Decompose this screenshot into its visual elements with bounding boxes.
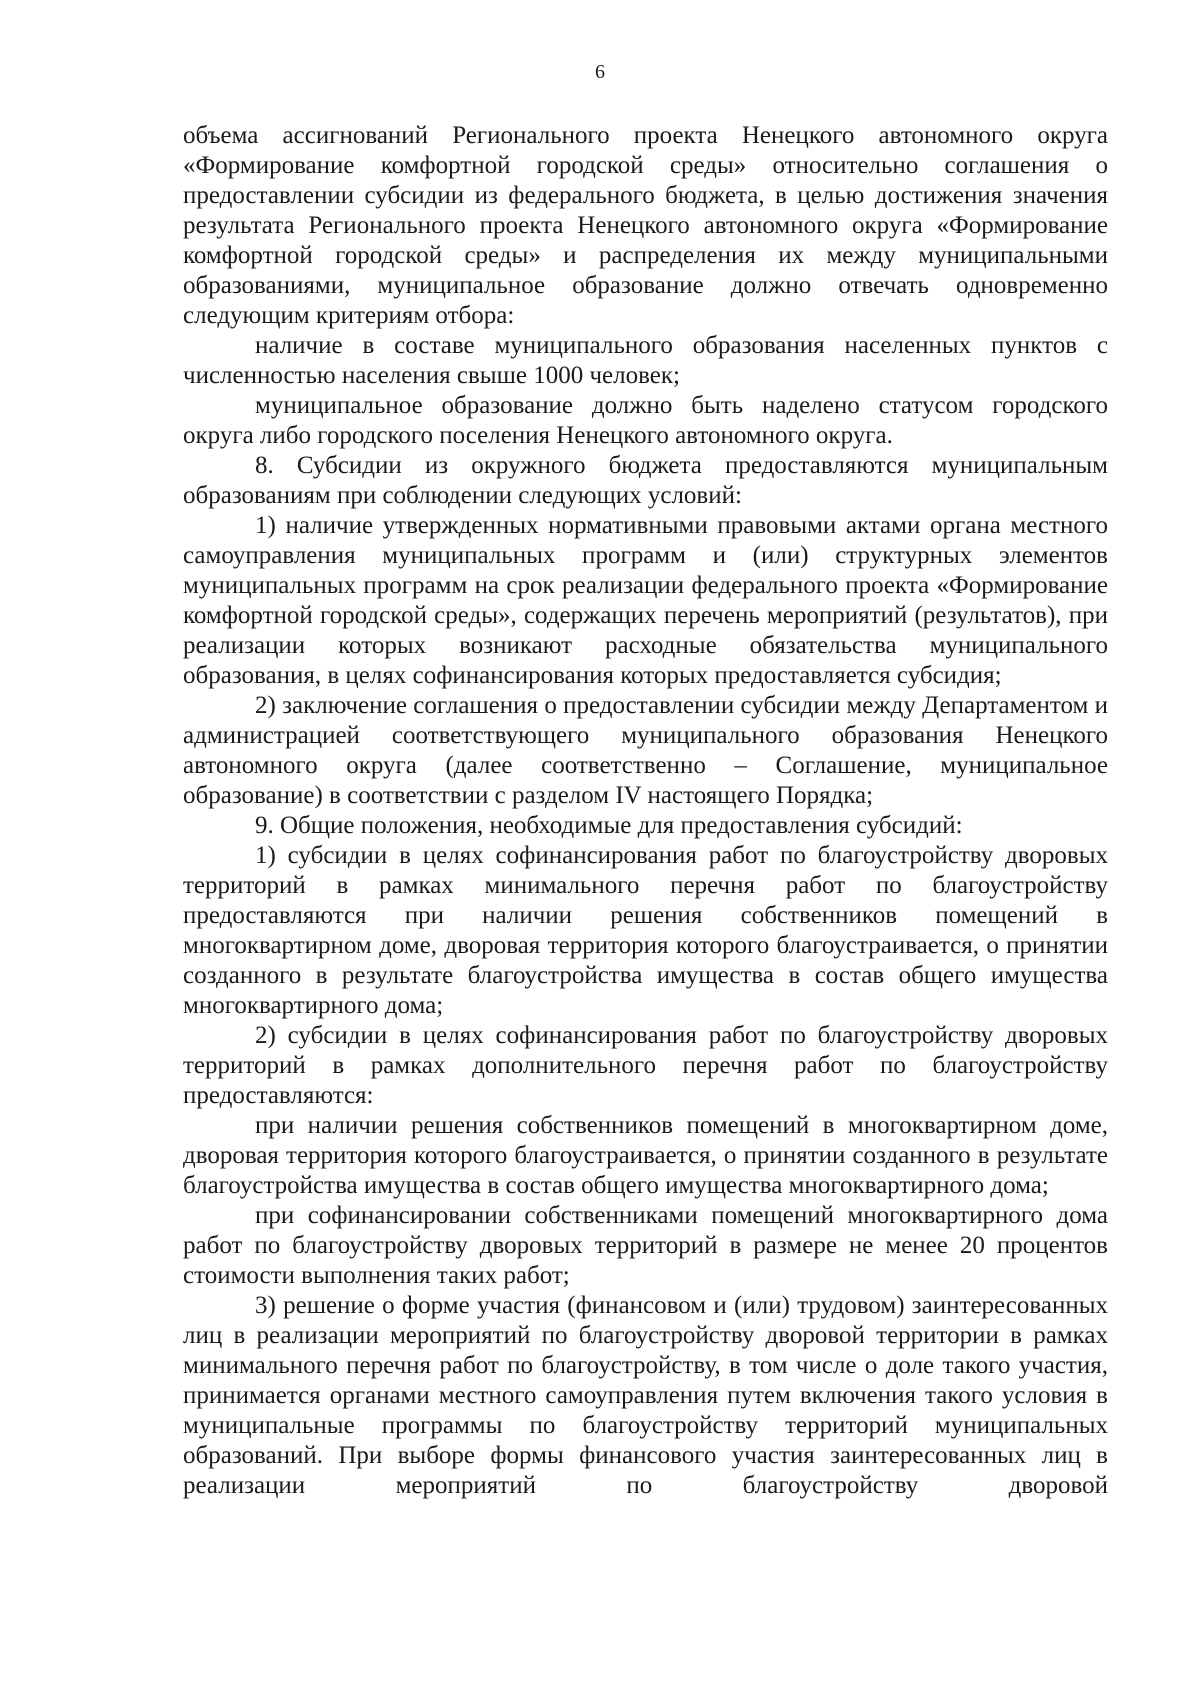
paragraph-11: при софинансировании собственниками помещений многоквартирного дома работ по благоустройству дворовых территорий в размере не менее 20 процентов стоимости выполнения таких работ; xyxy=(183,1202,1108,1289)
paragraph-6: 2) заключение соглашения о предоставлении субсидии между Департаментом и администрацией соответствующего муниципального образования Ненецкого автономного округа (далее соответственно – Соглашение, муниципальное образование) в соответствии с разделом IV настоящего Порядка; xyxy=(183,692,1108,809)
paragraph-12: 3) решение о форме участия (финансовом и (или) трудовом) заинтересованных лиц в реализации мероприятий по благоустройству дворовой территории в рамках минимального перечня работ по благоустройству, в том числе о доле такого участия, принимается органами местного самоуправления путем включения такого условия в муниципальные программы по благоустройству территорий муниципальных образований. При выборе формы финансового участия заинтересованных лиц в реализации мероприятий по благоустройству дворовой xyxy=(183,1292,1108,1499)
paragraph-3: муниципальное образование должно быть наделено статусом городского округа либо городского поселения Ненецкого автономного округа. xyxy=(183,392,1108,449)
document-body xyxy=(183,121,1108,1501)
paragraph-4: 8. Субсидии из окружного бюджета предоставляются муниципальным образованиям при соблюдении следующих условий: xyxy=(183,452,1108,509)
paragraph-5: 1) наличие утвержденных нормативными правовыми актами органа местного самоуправления муниципальных программ и (или) структурных элементов муниципальных программ на срок реализации федерального проекта «Формирование комфортной городской среды», содержащих перечень мероприятий (результатов), при реализации которых возникают расходные обязательства муниципального образования, в целях софинансирования которых предоставляется субсидия; xyxy=(183,512,1108,689)
paragraph-7: 9. Общие положения, необходимые для предоставления субсидий: xyxy=(255,812,963,839)
paragraph-8: 1) субсидии в целях софинансирования работ по благоустройству дворовых территорий в рамках минимального перечня работ по благоустройству предоставляются при наличии решения собственников помещений в многоквартирном доме, дворовая территория которого благоустраивается, о принятии созданного в результате благоустройства имущества в состав общего имущества многоквартирного дома; xyxy=(183,842,1108,1019)
paragraph-9: 2) субсидии в целях софинансирования работ по благоустройству дворовых территорий в рамках дополнительного перечня работ по благоустройству предоставляются: xyxy=(183,1022,1108,1109)
page-number: 6 xyxy=(595,61,605,83)
paragraph-2: наличие в составе муниципального образования населенных пунктов с численностью населения свыше 1000 человек; xyxy=(183,332,1108,389)
paragraph-10: при наличии решения собственников помещений в многоквартирном доме, дворовая территория которого благоустраивается, о принятии созданного в результате благоустройства имущества в состав общего имущества многоквартирного дома; xyxy=(183,1112,1108,1199)
paragraph-1: объема ассигнований Регионального проекта Ненецкого автономного округа «Формирование комфортной городской среды» относительно соглашения о предоставлении субсидии из федерального бюджета, в целью достижения значения результата Регионального проекта Ненецкого автономного округа «Формирование комфортной городской среды» и распределения их между муниципальными образованиями, муниципальное образование должно отвечать одновременно следующим критериям отбора: xyxy=(183,122,1108,329)
